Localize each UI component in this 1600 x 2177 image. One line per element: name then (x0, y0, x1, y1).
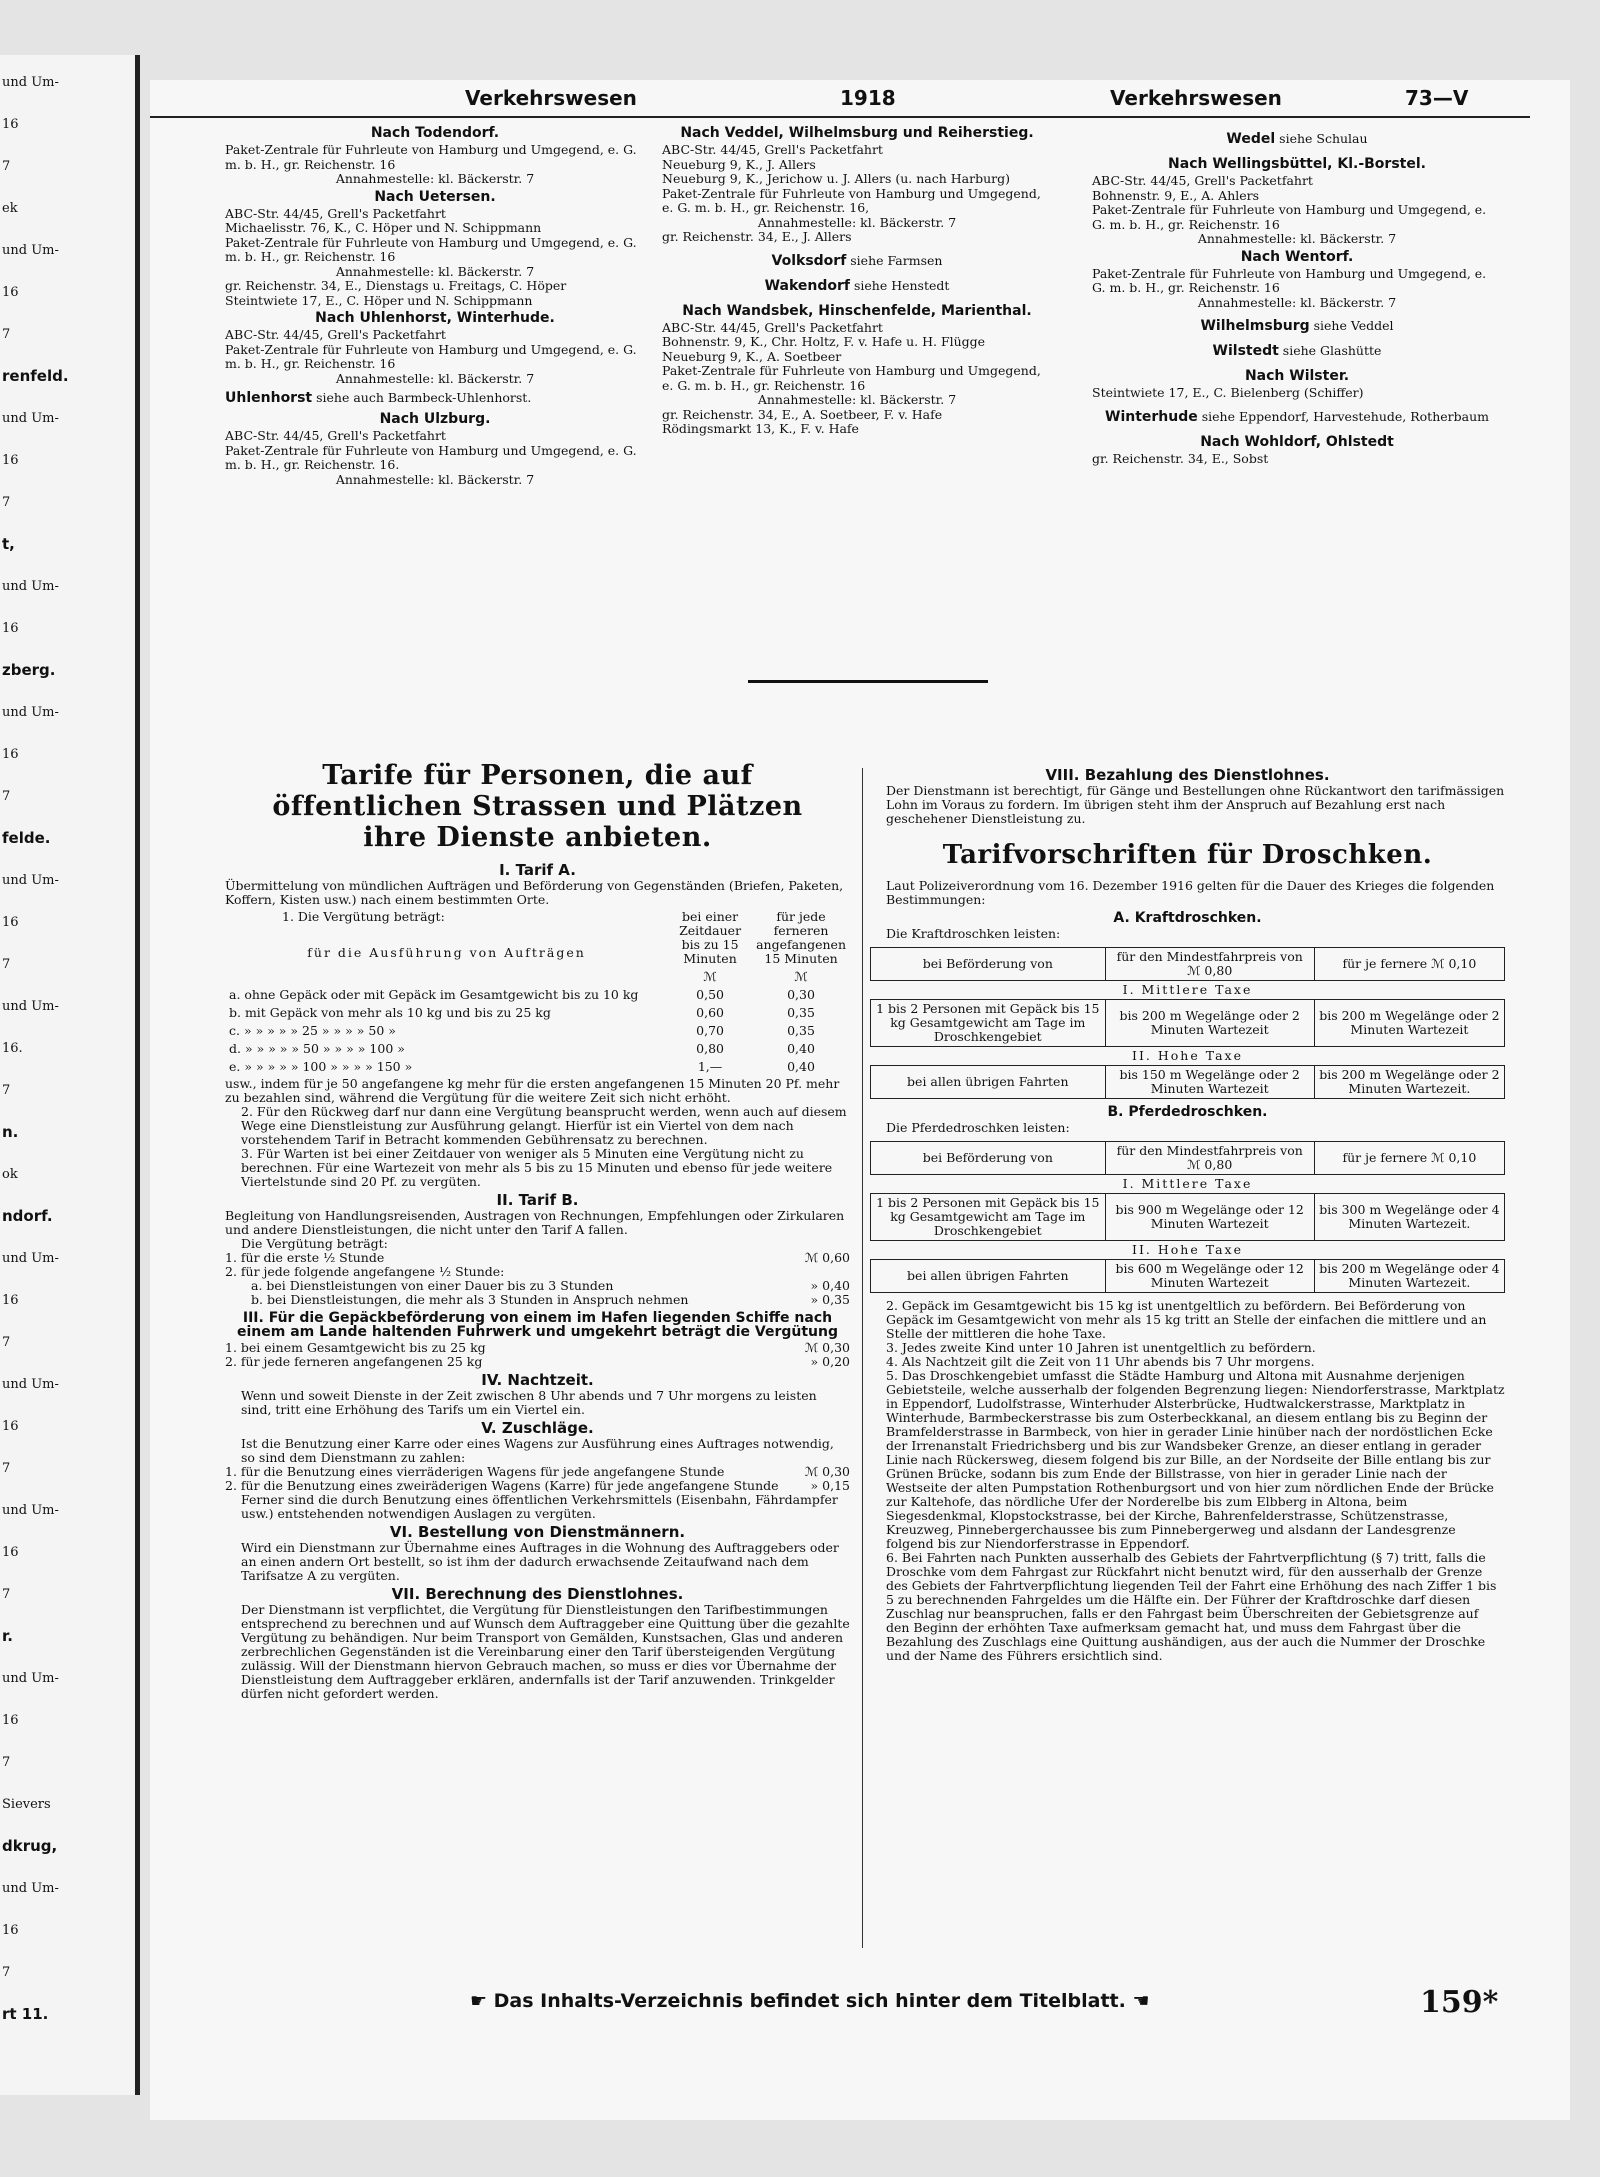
pferdedroschken-table: bei Beförderung von für den Mindestfahrpreis von ℳ 0,80 für je fernere ℳ 0,10 I. Mittlere Taxe 1 bis 2 Personen mit Gepäck bis 15 kg Gesamtgewicht am Tage im Droschkengebiet bis 900 m Wegelänge oder 12 Minuten Wartezeit bis 300 m Wegelänge oder 4 Minuten Wartezeit. II. Hohe Taxe bei allen übrigen Fahrten bis 600 m Wegelänge oder 12 Minuten Wartezeit bis 200 m Wegelänge oder 4 Minuten Wartezeit. (870, 1141, 1505, 1293)
gutter-fragment: 16 (2, 285, 19, 300)
tarif-cell: d. » » » » » 50 » » » » 100 » (229, 1041, 405, 1056)
reference-text: siehe auch Barmbeck-Uhlenhorst. (312, 390, 532, 405)
page-number: 159* (1420, 1985, 1499, 2020)
price-value: ℳ 0,60 (804, 1250, 850, 1265)
header-year: 1918 (840, 86, 896, 110)
price-label: 2. für jede ferneren angefangenen 25 kg (225, 1354, 483, 1369)
address-line: Paket-Zentrale für Fuhrleute von Hamburg und Umgegend, e. G. m. b. H., gr. Reichenstr. 16 (662, 363, 1041, 393)
gutter-fragment: und Um- (2, 411, 59, 426)
price-value: ℳ 0,30 (804, 1464, 850, 1479)
gutter-fragment: 16 (2, 1713, 19, 1728)
reference-text: siehe Eppendorf, Harvestehude, Rotherbaum (1197, 408, 1489, 424)
address-line: Paket-Zentrale für Fuhrleute von Hamburg und Umgegend, e. G. m. b. H., gr. Reichenstr. 16, (662, 185, 1041, 215)
price-value: » 0,40 (810, 1278, 850, 1293)
address-line: gr. Reichenstr. 34, E., A. Soetbeer, F. v. Hafe (662, 406, 943, 422)
reference-text: siehe Glashütte (1278, 343, 1382, 358)
tarif-cell: 0,40 (787, 1059, 815, 1074)
gutter-fragment: 16 (2, 1293, 19, 1308)
place-heading: Nach Wilster. (1244, 368, 1350, 384)
gutter-fragment: Sievers (2, 1797, 51, 1812)
reference-text: siehe Veddel (1309, 318, 1394, 333)
tarif-a-intro: 1. Die Vergütung beträgt: (282, 909, 445, 924)
tarif-row (227, 1023, 848, 1039)
section-berechnung: VII. Berechnung des Dienstlohnes. (391, 1585, 684, 1603)
nachtzeit-text: Wenn und soweit Dienste in der Zeit zwischen 8 Uhr abends und 7 Uhr morgens zu leisten sind, tritt eine Erhöhung des Tarifs um ein Viertel ein. (241, 1388, 817, 1417)
gutter-fragment: 16 (2, 1419, 19, 1434)
left-page-gutter (0, 55, 140, 2095)
price-row (225, 1279, 850, 1293)
tarif-cell: 0,50 (696, 987, 724, 1002)
tarif-b-intro: Die Vergütung beträgt: (241, 1236, 388, 1251)
gutter-fragment: und Um- (2, 75, 59, 90)
gutter-fragment: 7 (2, 1587, 11, 1602)
price-label: 1. bei einem Gesamtgewicht bis zu 25 kg (225, 1340, 486, 1355)
annahmestelle: Annahmestelle: kl. Bäckerstr. 7 (1197, 294, 1397, 310)
droschken-intro: Laut Polizeiverordnung vom 16. Dezember 1916 gelten für die Dauer des Krieges die folgenden Bestimmungen: (886, 878, 1495, 907)
price-row (225, 1251, 850, 1265)
gutter-fragment: und Um- (2, 1503, 59, 1518)
rueckweg-text: 2. Für den Rückweg darf nur dann eine Vergütung beansprucht werden, wenn auch auf diesem Wege eine Dienstleistung zur Ausführung gelangt. Hierfür ist ein Viertel von dem nach vorstehendem Tarif in Betracht kommenden Gebührensatz zu berechnen. (241, 1104, 847, 1147)
price-value: » 0,20 (810, 1354, 850, 1369)
price-row (225, 1293, 850, 1307)
section-divider (748, 680, 988, 683)
header-page: 73—V (1405, 86, 1469, 110)
price-row (225, 1479, 850, 1493)
gutter-fragment: 16 (2, 453, 19, 468)
section-tarif-b: II. Tarif B. (496, 1191, 579, 1209)
section-bezahlung: VIII. Bezahlung des Dienstlohnes. (1045, 766, 1330, 784)
place-heading: Nach Uhlenhorst, Winterhude. (315, 310, 555, 326)
tarif-cell: b. mit Gepäck von mehr als 10 kg und bis zu 25 kg (229, 1005, 551, 1020)
rule-4: 4. Als Nachtzeit gilt die Zeit von 11 Uhr abends bis 7 Uhr morgens. (886, 1354, 1315, 1369)
place-reference (1092, 318, 1502, 335)
tarif-cell: 1,— (697, 1059, 723, 1074)
price-label: 2. für jede folgende angefangene ½ Stunde: (225, 1264, 505, 1279)
place-reference (1092, 131, 1502, 148)
gutter-fragment: 7 (2, 1083, 11, 1098)
th-further: für jede ferneren angefangenen 15 Minuten (756, 909, 847, 966)
bezahlung-text: Der Dienstmann ist berechtigt, für Gänge und Bestellungen ohne Rückantwort den tarifmässigen Lohn im Voraus zu fordern. Im übrigen steht ihm der Anspruch auf Bezahlung erst nach geschehener Dienstleistung zu. (886, 783, 1505, 826)
place-name: Wedel (1226, 131, 1276, 147)
tariff-title: Tarife für Personen, die auf öffentlichen Strassen und Plätzen ihre Dienste anbieten. (272, 760, 803, 853)
gutter-fragment: felde. (2, 829, 51, 847)
droschken-column (870, 768, 1505, 1663)
gutter-fragment: 16. (2, 1041, 23, 1056)
place-name: Volksdorf (771, 252, 847, 269)
tariff-persons (225, 760, 850, 1701)
tarif-a-text: Übermittelung von mündlichen Aufträgen und Beförderung von Gegenständen (Briefen, Paketen, Koffern, Kisten usw.) nach einem bestimmten Orte. (225, 878, 844, 907)
price-value: ℳ 0,30 (804, 1340, 850, 1355)
price-value: » 0,35 (810, 1292, 850, 1307)
column-divider (862, 768, 863, 1948)
gutter-fragment: ek (2, 201, 18, 216)
price-label: 1. für die erste ½ Stunde (225, 1250, 385, 1265)
price-row (225, 1341, 850, 1355)
rule-5: 5. Das Droschkengebiet umfasst die Städte Hamburg und Altona mit Ausnahme derjenigen Gebietsteile, welche ausserhalb der folgenden Begrenzung liegen: Niendorferstrasse, Marktplatz in Eppendorf, Ludolfstrasse, Winterhuder Alsterbrücke, Hudtwalckerstrasse, Marktplatz in Winterhude, Barmbeckerstrasse bis zum Osterbeckkanal, an diesem entlang bis zu Beginn der Bramfelderstrasse in Barmbeck, von hier in gerader Linie hinüber nach der nordöstlichen Ecke der Irrenanstalt Friedrichsberg und bis zur Wandsbeker Grenze, an dieser entlang in gerader Linie nach Rückersweg, diesem folgend bis zur Bille, an der Nordseite der Bille entlang bis zur Grünen Brücke, sodann bis zum Ende der Billstrasse, von hier in gerader Linie nach der Westseite der alten Pumpstation Rothenburgsort und von hier zum nördlichen Ende der Brücke zur Kaltehofe, das nördliche Ufer der Norderelbe bis zum Elbberg in Altona, beim Siegesdenkmal, Klopstockstrasse, bei der Kirche, Bahrenfelderstrasse, Schützenstrasse, Kreuzweg, Pinnebergerchaussee bis zum Pinnebergerweg und alsdann der Landesgrenze folgend bis zur Niendorferstrasse in Eppendorf. (886, 1368, 1505, 1551)
gutter-fragment: 7 (2, 1461, 11, 1476)
address-line: gr. Reichenstr. 34, E., Dienstags u. Freitags, C. Höper (225, 278, 567, 293)
place-reference (1092, 343, 1502, 360)
price-label: b. bei Dienstleistungen, die mehr als 3 Stunden in Anspruch nehmen (251, 1292, 689, 1307)
tarif-cell: 0,60 (696, 1005, 724, 1020)
gutter-fragment: 7 (2, 495, 11, 510)
gutter-fragment: 16 (2, 1545, 19, 1560)
gutter-fragment: 7 (2, 1755, 11, 1770)
running-header (150, 78, 1530, 118)
address-line: ABC-Str. 44/45, Grell's Packetfahrt (662, 319, 883, 335)
annahmestelle: Annahmestelle: kl. Bäckerstr. 7 (757, 392, 957, 407)
zuschlaege-note: Ferner sind die durch Benutzung eines öffentlichen Verkehrsmittels (Eisenbahn, Fährdampfer usw.) entstehenden notwendigen Auslagen zu vergüten. (241, 1492, 838, 1521)
droschken-title: Tarifvorschriften für Droschken. (942, 840, 1433, 870)
annahmestelle: Annahmestelle: kl. Bäckerstr. 7 (335, 370, 535, 386)
place-heading: Nach Todendorf. (370, 125, 500, 141)
tarif-cell: 0,80 (696, 1041, 724, 1056)
gutter-fragment: 16 (2, 747, 19, 762)
place-reference (662, 278, 1052, 295)
gutter-fragment: und Um- (2, 873, 59, 888)
address-line: Bohnenstr. 9, K., Chr. Holtz, F. v. Hafe u. H. Flügge (662, 334, 986, 349)
tarif-cell: 0,35 (787, 1023, 815, 1038)
gutter-fragment: ok (2, 1167, 18, 1182)
tarif-cell: 0,70 (696, 1023, 724, 1038)
warten-text: 3. Für Warten ist bei einer Zeitdauer von weniger als 5 Minuten eine Vergütung nicht zu berechnen. Für eine Wartezeit von mehr als 5 bis zu 15 Minuten und ebenso für jede weitere Viertelstunde sind 20 Pf. zu vergüten. (241, 1146, 833, 1189)
berechnung-text: Der Dienstmann ist verpflichtet, die Vergütung für Dienstleistungen den Tarifbestimmungen entsprechend zu berechnen und auf Wunsch dem Auftraggeber eine Quittung über die gezahlte Vergütung zu behändigen. Nur beim Transport von Gemälden, Kunstsachen, Glas und anderen zerbrechlichen Gegenständen ist die Vereinbarung einer den Tarif übersteigenden Vergütung zulässig. Will der Dienstmann hiervon Gebrauch machen, so muss er dies vor Übernahme der Dienstleistung dem Auftraggeber erklären, andernfalls ist der Tarif anzuwenden. Trinkgelder dürfen nicht gefordert werden. (241, 1602, 850, 1701)
tarif-a-table (225, 907, 850, 1077)
gutter-fragment: r. (2, 1627, 13, 1645)
section-zuschlaege: V. Zuschläge. (481, 1419, 594, 1437)
annahmestelle: Annahmestelle: kl. Bäckerstr. 7 (335, 171, 535, 186)
kraft-lead: Die Kraftdroschken leisten: (886, 926, 1061, 941)
header-right: Verkehrswesen (1110, 86, 1282, 110)
gutter-fragment: und Um- (2, 705, 59, 720)
reference-text: siehe Farmsen (846, 252, 943, 268)
section-nachtzeit: IV. Nachtzeit. (481, 1371, 594, 1389)
gutter-fragment: und Um- (2, 579, 59, 594)
gutter-fragment: und Um- (2, 1671, 59, 1686)
annahmestelle: Annahmestelle: kl. Bäckerstr. 7 (335, 263, 535, 279)
address-line: ABC-Str. 44/45, Grell's Packetfahrt (225, 327, 446, 342)
address-line: Michaelisstr. 76, K., C. Höper und N. Schippmann (225, 220, 542, 235)
address-line: ABC-Str. 44/45, Grell's Packetfahrt (225, 205, 446, 221)
reference-text: siehe Schulau (1275, 131, 1368, 146)
rule-6: 6. Bei Fahrten nach Punkten ausserhalb des Gebiets der Fahrtverpflichtung (§ 7) tritt, falls die Droschke vom dem Fahrgast zur Rückfahrt nicht benutzt wird, für den ausserhalb der Grenze des Gebiets der Fahrtverpflichtung liegenden Teil der Fahrt eine Erhöhung des nach Ziffer 1 bis 5 zu berechnenden Fahrgeldes um die Hälfte ein. Der Führer der Kraftdroschke darf diesen Zuschlag nur beanspruchen, falls er den Fahrgast beim Überschreiten der Gebietsgrenze auf den Beginn der erhöhten Taxe aufmerksam gemacht hat, und muss dem Fahrgast über die Bezahlung des Zuschlags eine Quittung aushändigen, aus der auch die Nummer der Droschke und der Name des Führers ersichtlich sind. (886, 1550, 1497, 1663)
gutter-fragment: 16 (2, 117, 19, 132)
gutter-fragment: n. (2, 1123, 19, 1141)
price-row (225, 1265, 850, 1279)
gutter-fragment: und Um- (2, 1881, 59, 1896)
gutter-fragment: renfeld. (2, 367, 69, 385)
address-line: Paket-Zentrale für Fuhrleute von Hamburg und Umgegend, e. G. m. b. H., gr. Reichenstr. 16. (225, 442, 637, 472)
price-row (225, 1465, 850, 1479)
annahmestelle: Annahmestelle: kl. Bäckerstr. 7 (335, 471, 535, 487)
price-value: » 0,15 (810, 1478, 850, 1493)
gutter-fragment: 7 (2, 1335, 11, 1350)
address-line: Paket-Zentrale für Fuhrleute von Hamburg und Umgegend, e. G. m. b. H., gr. Reichenstr. 16 (1092, 265, 1487, 295)
column-3 (1092, 123, 1502, 466)
place-heading: Nach Veddel, Wilhelmsburg und Reiherstieg. (680, 125, 1034, 141)
address-line: Steintwiete 17, E., C. Bielenberg (Schiffer) (1092, 385, 1364, 400)
rule-3: 3. Jedes zweite Kind unter 10 Jahren ist unentgeltlich zu befördern. (886, 1340, 1316, 1355)
place-reference (662, 253, 1052, 270)
place-reference (1092, 409, 1502, 426)
gutter-fragment: 7 (2, 327, 11, 342)
gutter-fragment: und Um- (2, 1377, 59, 1392)
gutter-fragment: ndorf. (2, 1207, 53, 1225)
gutter-fragment: 7 (2, 789, 11, 804)
reference-text: siehe Henstedt (850, 277, 950, 293)
gutter-fragment: dkrug, (2, 1837, 58, 1855)
address-line: Neueburg 9, K., Jerichow u. J. Allers (u. nach Harburg) (662, 171, 1010, 186)
section-tarif-a: I. Tarif A. (499, 861, 576, 879)
place-name: Wilhelmsburg (1200, 318, 1310, 334)
address-line: Neueburg 9, K., J. Allers (662, 156, 816, 172)
tarif-cell: c. » » » » » 25 » » » » 50 » (229, 1023, 396, 1038)
price-row (225, 1355, 850, 1369)
address-line: gr. Reichenstr. 34, E., J. Allers (662, 229, 852, 244)
pferde-lead: Die Pferdedroschken leisten: (886, 1120, 1070, 1135)
gutter-fragment: 7 (2, 1965, 11, 1980)
annahmestelle: Annahmestelle: kl. Bäckerstr. 7 (1197, 231, 1397, 246)
address-line: Bohnenstr. 9, E., A. Ahlers (1092, 187, 1260, 203)
tarif-row (227, 987, 848, 1003)
section-gepaeck: III. Für die Gepäckbeförderung von einem im Hafen liegenden Schiffe nach einem am Lande haltenden Fuhrwerk und umgekehrt beträgt die Vergütung (236, 1310, 838, 1340)
rule-2: 2. Gepäck im Gesamtgewicht bis 15 kg ist unentgeltlich zu befördern. Bei Beförderung von Gepäck im Gesamtgewicht von mehr als 15 kg tritt an Stelle der einfachen die mittlere und an Stelle der mittleren die hohe Taxe. (886, 1298, 1487, 1341)
place-heading: Nach Wellingsbüttel, Kl.-Borstel. (1168, 156, 1426, 172)
zuschlaege-text: Ist die Benutzung einer Karre oder eines Wagens zur Ausführung eines Auftrages notwendig, so sind dem Dienstmann zu zahlen: (241, 1436, 834, 1465)
th-first: bei einer Zeitdauer bis zu 15 Minuten (679, 909, 742, 966)
gutter-fragment: 16 (2, 621, 19, 636)
gutter-fragment: zberg. (2, 661, 56, 679)
pointing-hand-icon: ☚ (1125, 1990, 1150, 2012)
currency-1: ℳ (703, 969, 717, 984)
kraftdroschken-table: bei Beförderung von für den Mindestfahrpreis von ℳ 0,80 für je fernere ℳ 0,10 I. Mittlere Taxe 1 bis 2 Personen mit Gepäck bis 15 kg Gesamtgewicht am Tage im Droschkengebiet bis 200 m Wegelänge oder 2 Minuten Wartezeit bis 200 m Wegelänge oder 2 Minuten Wartezeit II. Hohe Taxe bei allen übrigen Fahrten bis 150 m Wegelänge oder 2 Minuten Wartezeit bis 200 m Wegelänge oder 2 Minuten Wartezeit. (870, 947, 1505, 1099)
address-line: ABC-Str. 44/45, Grell's Packetfahrt (1092, 173, 1313, 188)
gutter-fragment: t, (2, 535, 15, 553)
tarif-row (227, 1059, 848, 1075)
bestellung-text: Wird ein Dienstmann zur Übernahme eines Auftrages in die Wohnung des Auftraggebers oder an einen andern Ort bestellt, so ist ihm der dadurch erwachsende Zeitaufwand nach dem Tarifsatze A zu vergüten. (241, 1540, 839, 1583)
section-pferdedroschken: B. Pferdedroschken. (1107, 1104, 1268, 1120)
address-line: gr. Reichenstr. 34, E., Sobst (1092, 450, 1269, 466)
gutter-fragment: 16 (2, 915, 19, 930)
pointing-hand-icon: ☛ (470, 1990, 494, 2012)
place-heading: Nach Wohldorf, Ohlstedt (1200, 433, 1394, 450)
section-kraftdroschken: A. Kraftdroschken. (1113, 910, 1262, 926)
place-name: Wakendorf (764, 277, 850, 294)
address-line: Steintwiete 17, E., C. Höper und N. Schippmann (225, 292, 533, 308)
place-name: Wilstedt (1212, 343, 1279, 359)
address-line: Rödingsmarkt 13, K., F. v. Hafe (662, 421, 859, 436)
place-name: Uhlenhorst (225, 390, 313, 406)
tarif-row (227, 1041, 848, 1057)
annahmestelle: Annahmestelle: kl. Bäckerstr. 7 (757, 214, 957, 230)
tarif-cell: a. ohne Gepäck oder mit Gepäck im Gesamtgewicht bis zu 10 kg (229, 987, 639, 1002)
tarif-a-note: usw., indem für je 50 angefangene kg mehr für die ersten angefangenen 15 Minuten 20 Pf. mehr zu bezahlen sind, während die Vergütung für die weitere Zeit sich nicht erhöht. (225, 1076, 840, 1105)
gutter-fragment: 7 (2, 159, 11, 174)
price-label: 1. für die Benutzung eines vierräderigen Wagens für jede angefangene Stunde (225, 1464, 725, 1479)
tarif-cell: 0,35 (787, 1005, 815, 1020)
header-left: Verkehrswesen (465, 86, 637, 110)
price-label: 2. für die Benutzung eines zweiräderigen Wagens (Karre) für jede angefangene Stunde (225, 1478, 779, 1493)
address-line: Neueburg 9, K., A. Soetbeer (662, 348, 842, 364)
address-line: ABC-Str. 44/45, Grell's Packetfahrt (225, 428, 446, 443)
place-heading: Nach Uetersen. (374, 188, 496, 205)
tarif-b-text: Begleitung von Handlungsreisenden, Austragen von Rechnungen, Empfehlungen oder Zirkularen und andere Dienstleistungen, die nicht unter den Tarif A fallen. (225, 1208, 845, 1237)
gutter-fragment: rt 11. (2, 2005, 49, 2023)
place-heading: Nach Ulzburg. (379, 411, 491, 427)
place-reference (225, 390, 645, 407)
place-heading: Nach Wentorf. (1240, 248, 1354, 265)
column-2 (662, 123, 1052, 437)
address-line: Paket-Zentrale für Fuhrleute von Hamburg und Umgegend, e. G. m. b. H., gr. Reichenstr. 16 (1092, 202, 1487, 232)
address-line: Paket-Zentrale für Fuhrleute von Hamburg und Umgegend, e. G. m. b. H., gr. Reichenstr. 16 (225, 341, 637, 371)
place-heading: Nach Wandsbek, Hinschenfelde, Marienthal. (682, 302, 1032, 319)
column-1 (225, 123, 645, 487)
address-line: Paket-Zentrale für Fuhrleute von Hamburg und Umgegend, e. G. m. b. H., gr. Reichenstr. 16 (225, 234, 637, 264)
address-line: Paket-Zentrale für Fuhrleute von Hamburg und Umgegend, e. G. m. b. H., gr. Reichenstr. 16 (225, 142, 637, 172)
gutter-fragment: und Um- (2, 243, 59, 258)
currency-2: ℳ (794, 969, 808, 984)
tarif-row (227, 1005, 848, 1021)
footer-note: ☛ Das Inhalts-Verzeichnis befindet sich hinter dem Titelblatt. ☚ (470, 1990, 1150, 2012)
gutter-fragment: und Um- (2, 1251, 59, 1266)
address-line: ABC-Str. 44/45, Grell's Packetfahrt (662, 142, 883, 157)
price-label: a. bei Dienstleistungen von einer Dauer bis zu 3 Stunden (251, 1278, 614, 1293)
tarif-cell: e. » » » » » 100 » » » » 150 » (229, 1059, 413, 1074)
tarif-cell: 0,30 (787, 987, 815, 1002)
tarif-cell: 0,40 (787, 1041, 815, 1056)
section-bestellung: VI. Bestellung von Dienstmännern. (389, 1523, 686, 1541)
gutter-fragment: 16 (2, 1923, 19, 1938)
gutter-fragment: 7 (2, 957, 11, 972)
gutter-fragment: und Um- (2, 999, 59, 1014)
place-name: Winterhude (1105, 408, 1198, 425)
th-label: für die Ausführung von Aufträgen (307, 945, 586, 960)
